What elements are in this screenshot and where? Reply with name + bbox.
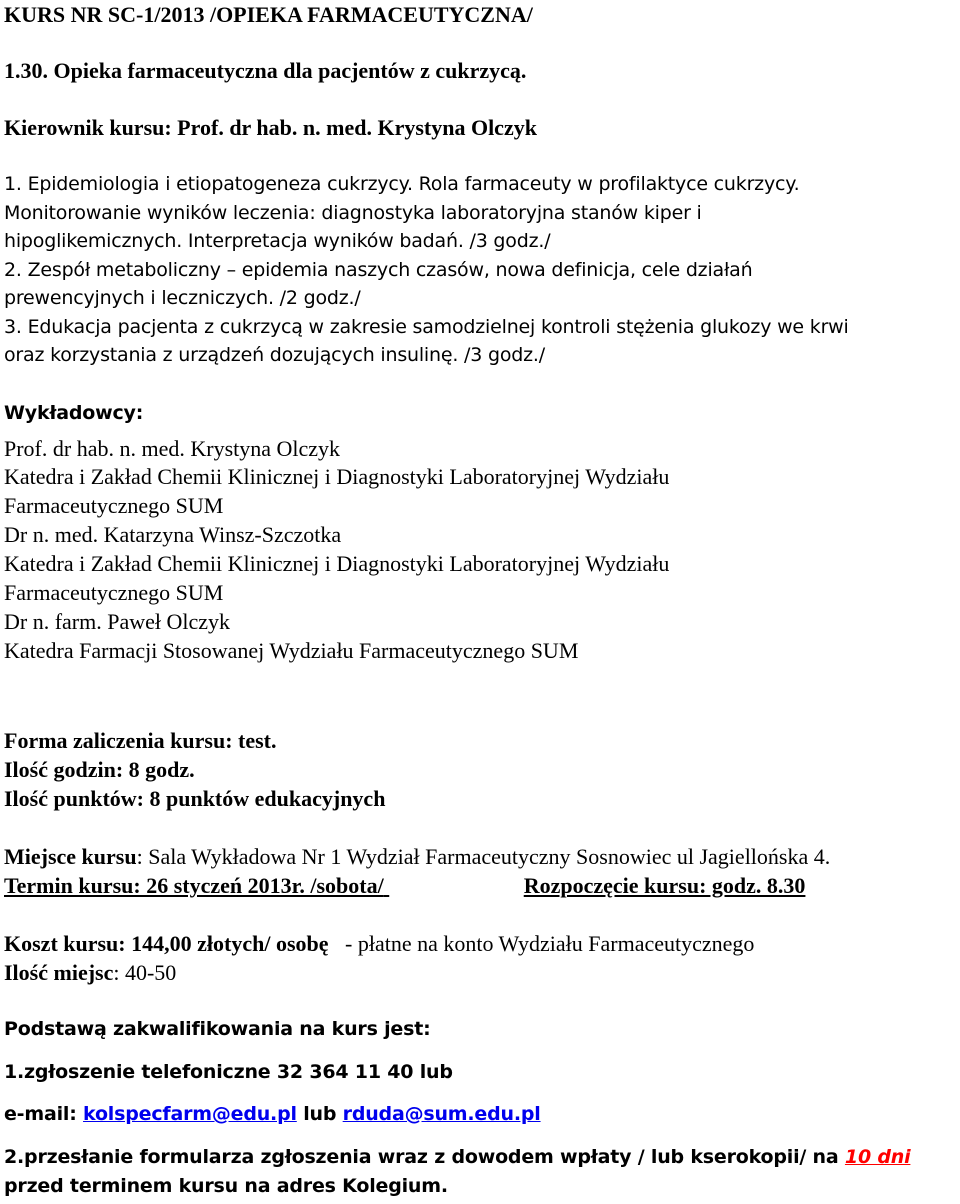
assessment-form: Forma zaliczenia kursu: test.	[4, 728, 277, 753]
lecturer-line: Dr n. farm. Paweł Olczyk	[4, 609, 231, 634]
cost-label: Koszt kursu	[4, 931, 119, 956]
program-line: 3. Edukacja pacjenta z cukrzycą w zakresie samodzielnej kontroli stężenia glukozy we krwi	[4, 316, 849, 338]
program-line: prewencyjnych i leczniczych. /2 godz./	[4, 287, 361, 309]
hours: Ilość godzin: 8 godz.	[4, 757, 195, 782]
course-director: Kierownik kursu: Prof. dr hab. n. med. Krystyna Olczyk	[4, 115, 537, 140]
place-label: Miejsce kursu	[4, 844, 137, 869]
term-gap	[384, 875, 524, 897]
lecturers-heading: Wykładowcy:	[4, 402, 144, 424]
lecturer-line: Katedra i Zakład Chemii Klinicznej i Diagnostyki Laboratoryjnej Wydziału	[4, 464, 670, 489]
cost-note: - płatne na konto Wydziału Farmaceutycznego	[328, 931, 755, 956]
seats-label: Ilość miejsc	[4, 960, 114, 985]
start-time: Rozpoczęcie kursu: godz. 8.30	[523, 873, 806, 898]
lecturer-line: Prof. dr hab. n. med. Krystyna Olczyk	[4, 436, 341, 461]
phone-application: 1.zgłoszenie telefoniczne 32 364 11 40 lub	[4, 1061, 453, 1083]
course-code: KURS NR SC-1/2013 /OPIEKA FARMACEUTYCZNA/	[4, 2, 533, 27]
lecturer-line: Farmaceutycznego SUM	[4, 493, 224, 518]
qualification-heading: Podstawą zakwalifikowania na kurs jest:	[4, 1018, 431, 1040]
course-place	[4, 846, 830, 868]
email-link-kolspecfarm[interactable]: kolspecfarm@edu.pl	[83, 1103, 297, 1125]
email-label: e-mail:	[4, 1103, 84, 1125]
program-line: 1. Epidemiologia i etiopatogeneza cukrzycy. Rola farmaceuty w profilaktyce cukrzycy.	[4, 173, 800, 195]
send-form-line	[4, 1148, 910, 1167]
cost-value: : 144,00 złotych/ osobę	[118, 931, 329, 956]
send-form-line-2: przed terminem kursu na adres Kolegium.	[4, 1175, 448, 1197]
program-line: 2. Zespół metaboliczny – epidemia naszych czasów, nowa definicja, cele działań	[4, 259, 753, 281]
send-text: 2.przesłanie formularza zgłoszenia wraz z dowodem wpłaty / lub kserokopii/ na	[4, 1146, 845, 1168]
lecturer-line: Farmaceutycznego SUM	[4, 580, 224, 605]
lecturer-line: Katedra Farmacji Stosowanej Wydziału Farmaceutycznego SUM	[4, 638, 579, 663]
email-or: lub	[296, 1103, 343, 1125]
email-link-rduda[interactable]: rduda@sum.edu.pl	[342, 1103, 541, 1125]
points: Ilość punktów: 8 punktów edukacyjnych	[4, 786, 386, 811]
seats-value: : 40-50	[113, 960, 177, 985]
term-text: Termin kursu: 26 styczeń 2013r. /sobota/	[4, 873, 384, 898]
program-line: oraz korzystania z urządzeń dozujących insulinę. /3 godz./	[4, 344, 545, 366]
lecturer-line: Katedra i Zakład Chemii Klinicznej i Diagnostyki Laboratoryjnej Wydziału	[4, 551, 670, 576]
lecturer-line: Dr n. med. Katarzyna Winsz-Szczotka	[4, 522, 342, 547]
program-line: hipoglikemicznych. Interpretacja wyników badań. /3 godz./	[4, 230, 551, 252]
course-title: 1.30. Opieka farmaceutyczna dla pacjentów z cukrzycą.	[4, 58, 527, 83]
email-application	[4, 1105, 541, 1124]
program-line: Monitorowanie wyników leczenia: diagnostyka laboratoryjna stanów kiper i	[4, 202, 702, 224]
seats	[4, 962, 176, 984]
place-value: : Sala Wykładowa Nr 1 Wydział Farmaceutyczny Sosnowiec ul Jagiellońska 4.	[136, 844, 831, 869]
course-term	[4, 875, 805, 897]
course-cost	[4, 933, 754, 955]
days-highlight: 10 dni	[844, 1146, 911, 1168]
